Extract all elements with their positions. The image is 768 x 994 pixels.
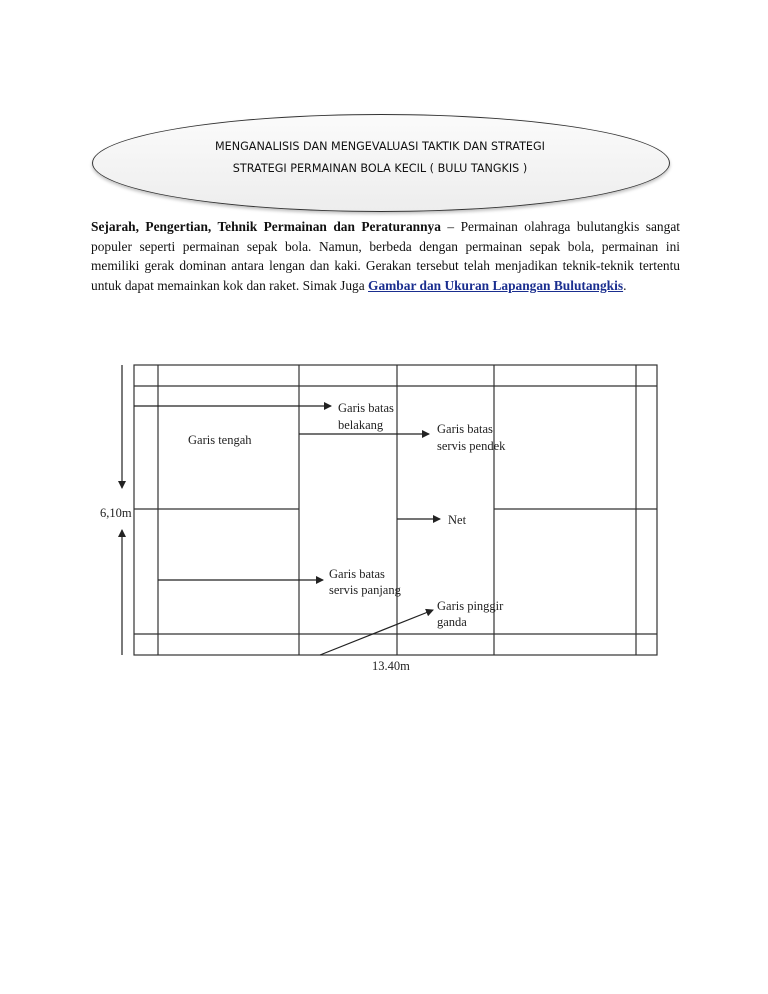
court-size-link[interactable]: Gambar dan Ukuran Lapangan Bulutangkis xyxy=(368,277,624,293)
title-line-1: MENGANALISIS DAN MENGEVALUASI TAKTIK DAN STRATEGI xyxy=(215,140,545,153)
label-court-width: 6,10m xyxy=(100,506,132,520)
label-servis-pendek-1: Garis batas xyxy=(437,422,493,436)
label-pinggir-1: Garis pinggir xyxy=(437,599,504,613)
label-servis-panjang-2: servis panjang xyxy=(329,583,401,597)
intro-heading: Sejarah, Pengertian, Tehnik Permainan dan Peraturannya xyxy=(91,219,441,234)
label-court-length: 13.40m xyxy=(372,659,410,673)
intro-trailing: . xyxy=(623,277,627,293)
title-line-2: STRATEGI PERMAINAN BOLA KECIL ( BULU TANGKIS ) xyxy=(232,162,528,175)
sideline-arrow xyxy=(320,610,433,655)
court-outer-line xyxy=(134,365,657,655)
intro-body: Permainan olahraga bulutangkis sangat populer seperti permainan sepak bola. Namun, berbeda dengan permainan sepak bola, permainan ini memiliki gerak dominan antara lengan dan kaki. Gerakan tersebut telah menjadikan teknik-teknik tertentu untuk dapat memainkan kok dan raket. Simak Juga xyxy=(91,219,680,293)
label-pinggir-2: ganda xyxy=(437,615,467,629)
label-servis-panjang-1: Garis batas xyxy=(329,567,385,581)
label-garis-tengah: Garis tengah xyxy=(188,433,252,447)
label-batas-belakang-1: Garis batas xyxy=(338,401,394,415)
intro-separator: – xyxy=(440,219,461,234)
court-lines xyxy=(134,365,657,655)
label-servis-pendek-2: servis pendek xyxy=(437,439,506,453)
label-batas-belakang-2: belakang xyxy=(338,418,384,432)
label-net: Net xyxy=(448,513,467,527)
diagram-labels xyxy=(100,401,506,673)
